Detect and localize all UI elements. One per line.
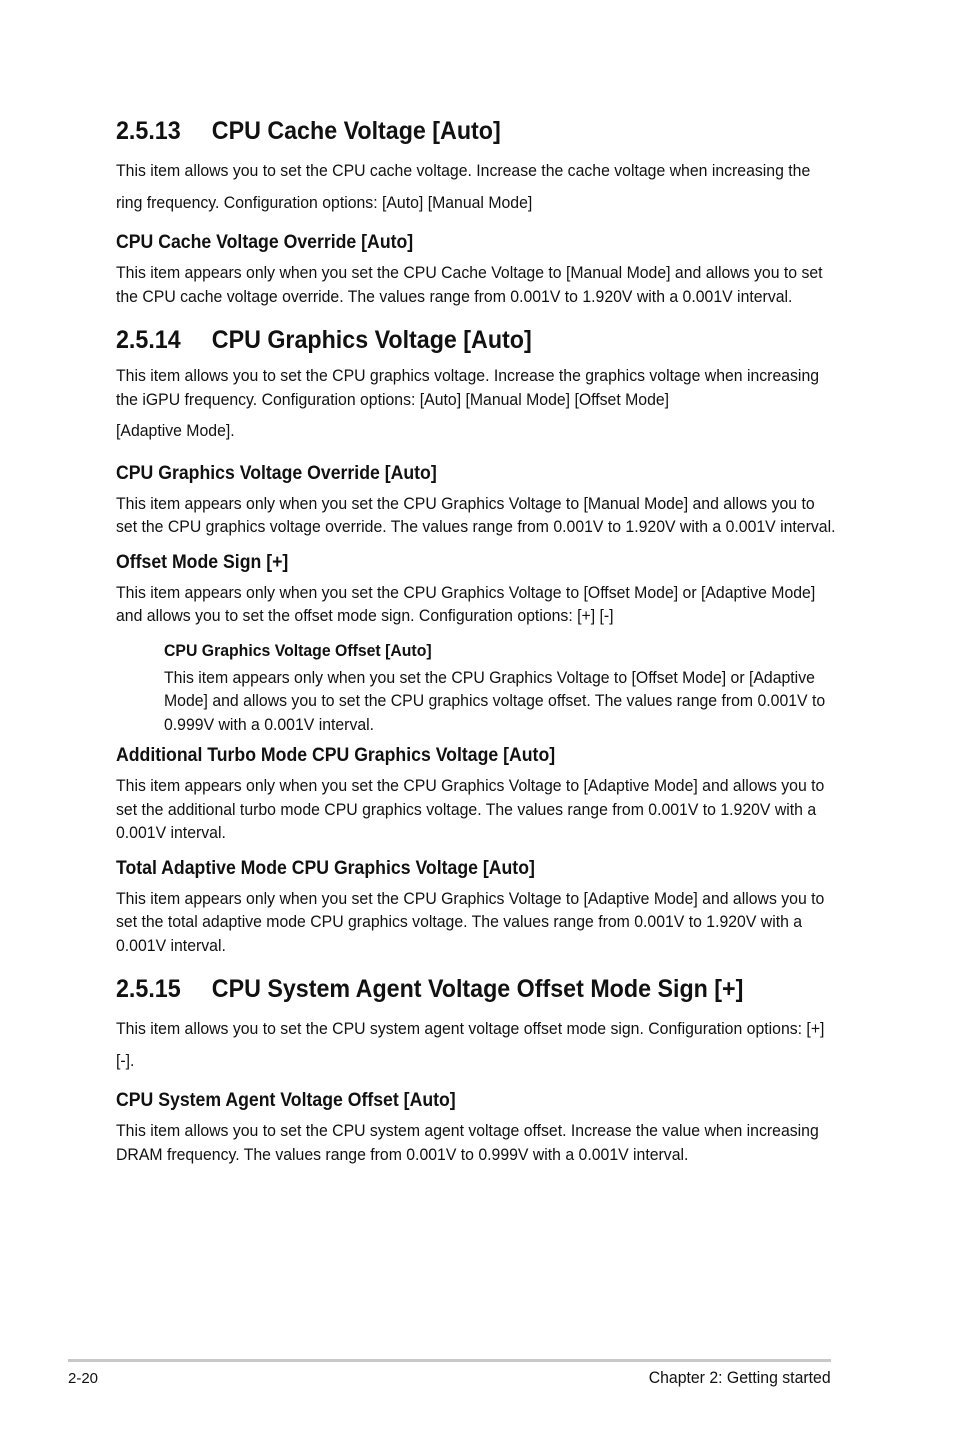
page-number: 2-20	[68, 1370, 99, 1387]
subsection-title: Offset Mode Sign [+]	[116, 551, 289, 573]
section-title: CPU System Agent Voltage Offset Mode Sign [+]	[211, 975, 744, 1003]
subsection-title: CPU System Agent Voltage Offset [Auto]	[116, 1090, 456, 1111]
section-number: 2.5.13	[116, 117, 181, 145]
page-footer	[68, 1359, 831, 1387]
section-cpu-system-agent-voltage	[116, 972, 836, 1166]
subsection-title: Additional Turbo Mode CPU Graphics Voltage [Auto]	[116, 745, 556, 766]
paragraph: This item appears only when you set the CPU Graphics Voltage to [Adaptive Mode] and allows you to set the total adaptive mode CPU graphics voltage. The values range from 0.001V to 1.920V with a 0.001V interval.	[116, 888, 825, 955]
subsection-title: CPU Cache Voltage Override [Auto]	[116, 232, 414, 253]
section-heading	[116, 114, 786, 148]
paragraph: This item appears only when you set the CPU Cache Voltage to [Manual Mode] and allows you to set the CPU cache voltage override. The values range from 0.001V to 1.920V with a 0.001V interval.	[116, 263, 823, 306]
section-cpu-cache-voltage	[116, 114, 836, 308]
document-content	[116, 114, 836, 1166]
section-cpu-graphics-voltage	[116, 323, 836, 957]
section-number: 2.5.14	[116, 326, 181, 354]
chapter-label: Chapter 2: Getting started	[649, 1368, 831, 1387]
subsection-title: CPU Graphics Voltage Override [Auto]	[116, 462, 437, 484]
section-number: 2.5.15	[116, 975, 181, 1003]
paragraph: This item allows you to set the CPU system agent voltage offset. Increase the value when increasing DRAM frequency. The values range from 0.001V to 0.999V with a 0.001V interval.	[116, 1121, 819, 1164]
paragraph: This item allows you to set the CPU graphics voltage. Increase the graphics voltage when increasing the iGPU frequency. Configuration options: [Auto] [Manual Mode] [Offset Mode]	[116, 366, 820, 409]
paragraph: [Adaptive Mode].	[116, 421, 235, 440]
paragraph: This item appears only when you set the CPU Graphics Voltage to [Manual Mode] and allows you to set the CPU graphics voltage override. The values range from 0.001V to 1.920V with a 0.001V interval.	[116, 493, 836, 536]
section-title: CPU Cache Voltage [Auto]	[211, 117, 501, 145]
subsection-title: Total Adaptive Mode CPU Graphics Voltage [Auto]	[116, 857, 535, 879]
subsubsection-title: CPU Graphics Voltage Offset [Auto]	[164, 640, 432, 660]
paragraph: This item appears only when you set the CPU Graphics Voltage to [Offset Mode] or [Adaptive Mode] and allows you to set the CPU graphics voltage offset. The values range from 0.001V to 0.999V with a 0.001V interval.	[164, 667, 826, 734]
section-heading	[116, 323, 786, 357]
section-title: CPU Graphics Voltage [Auto]	[211, 326, 532, 354]
paragraph: This item appears only when you set the CPU Graphics Voltage to [Adaptive Mode] and allows you to set the additional turbo mode CPU graphics voltage. The values range from 0.001V to 1.920V with a 0.001V interval.	[116, 776, 825, 842]
section-heading	[116, 972, 786, 1006]
paragraph: This item allows you to set the CPU system agent voltage offset mode sign. Configuration options: [+] [-].	[116, 1019, 825, 1070]
paragraph: This item allows you to set the CPU cache voltage. Increase the cache voltage when increasing the ring frequency. Configuration options: [Auto] [Manual Mode]	[116, 161, 811, 212]
paragraph: This item appears only when you set the CPU Graphics Voltage to [Offset Mode] or [Adaptive Mode] and allows you to set the offset mode sign. Configuration options: [+] [-]	[116, 582, 816, 625]
